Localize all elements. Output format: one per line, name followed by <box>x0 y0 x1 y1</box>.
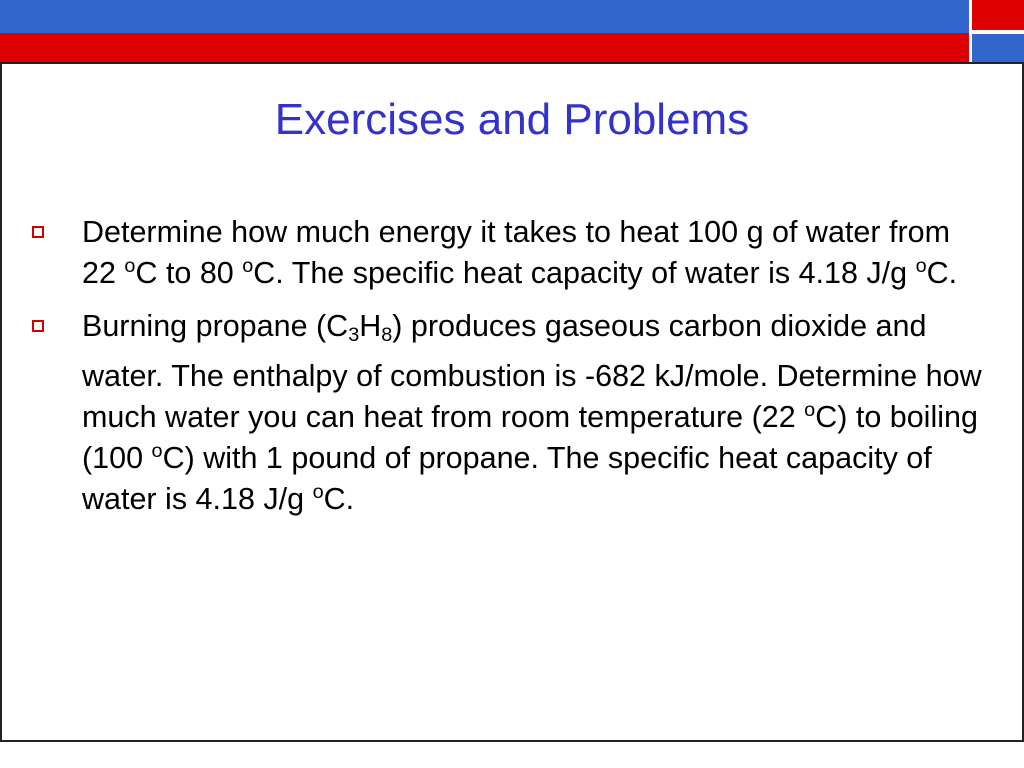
bullet-item <box>30 212 990 294</box>
header-red-bar <box>0 33 969 62</box>
bullet-list <box>30 212 990 532</box>
bullet-text <box>82 309 982 516</box>
hollow-square-bullet-icon <box>32 320 44 332</box>
text-run: Determine how much energy it takes to heat 100 g of water from 22 <box>82 215 950 290</box>
superscript: o <box>915 255 927 278</box>
frame-border-bottom <box>0 740 1024 742</box>
header-blue-bar <box>0 0 969 33</box>
frame-border-left <box>0 62 2 742</box>
text-run: C. <box>323 481 355 516</box>
corner-blue-block <box>972 34 1024 62</box>
bullet-text <box>82 215 957 290</box>
text-run: ) produces gaseous carbon dioxide and water. The enthalpy of combustion is -682 kJ/mole. Determine how much water you can heat from room temperature (22 <box>82 309 982 434</box>
text-run: C) to boiling (100 <box>82 399 978 475</box>
frame-border-top <box>0 62 1024 64</box>
superscript: o <box>242 255 254 278</box>
superscript: o <box>804 399 816 422</box>
text-run: H <box>359 309 382 343</box>
superscript: o <box>151 440 163 463</box>
text-run: C. The specific heat capacity of water is 4.18 J/g <box>253 256 916 290</box>
hollow-square-bullet-icon <box>32 226 44 238</box>
corner-red-block <box>972 0 1024 30</box>
subscript: 8 <box>381 323 393 346</box>
subscript: 3 <box>348 323 360 346</box>
slide-title: Exercises and Problems <box>274 95 750 144</box>
text-run: C to 80 <box>135 256 243 290</box>
text-run: C. <box>926 256 958 290</box>
superscript: o <box>312 481 324 504</box>
text-run: C) with 1 pound of propane. The specific heat capacity of water is 4.18 J/g <box>82 440 932 516</box>
superscript: o <box>124 255 136 278</box>
bullet-item <box>30 306 990 520</box>
text-run: Burning propane (C <box>82 309 349 343</box>
